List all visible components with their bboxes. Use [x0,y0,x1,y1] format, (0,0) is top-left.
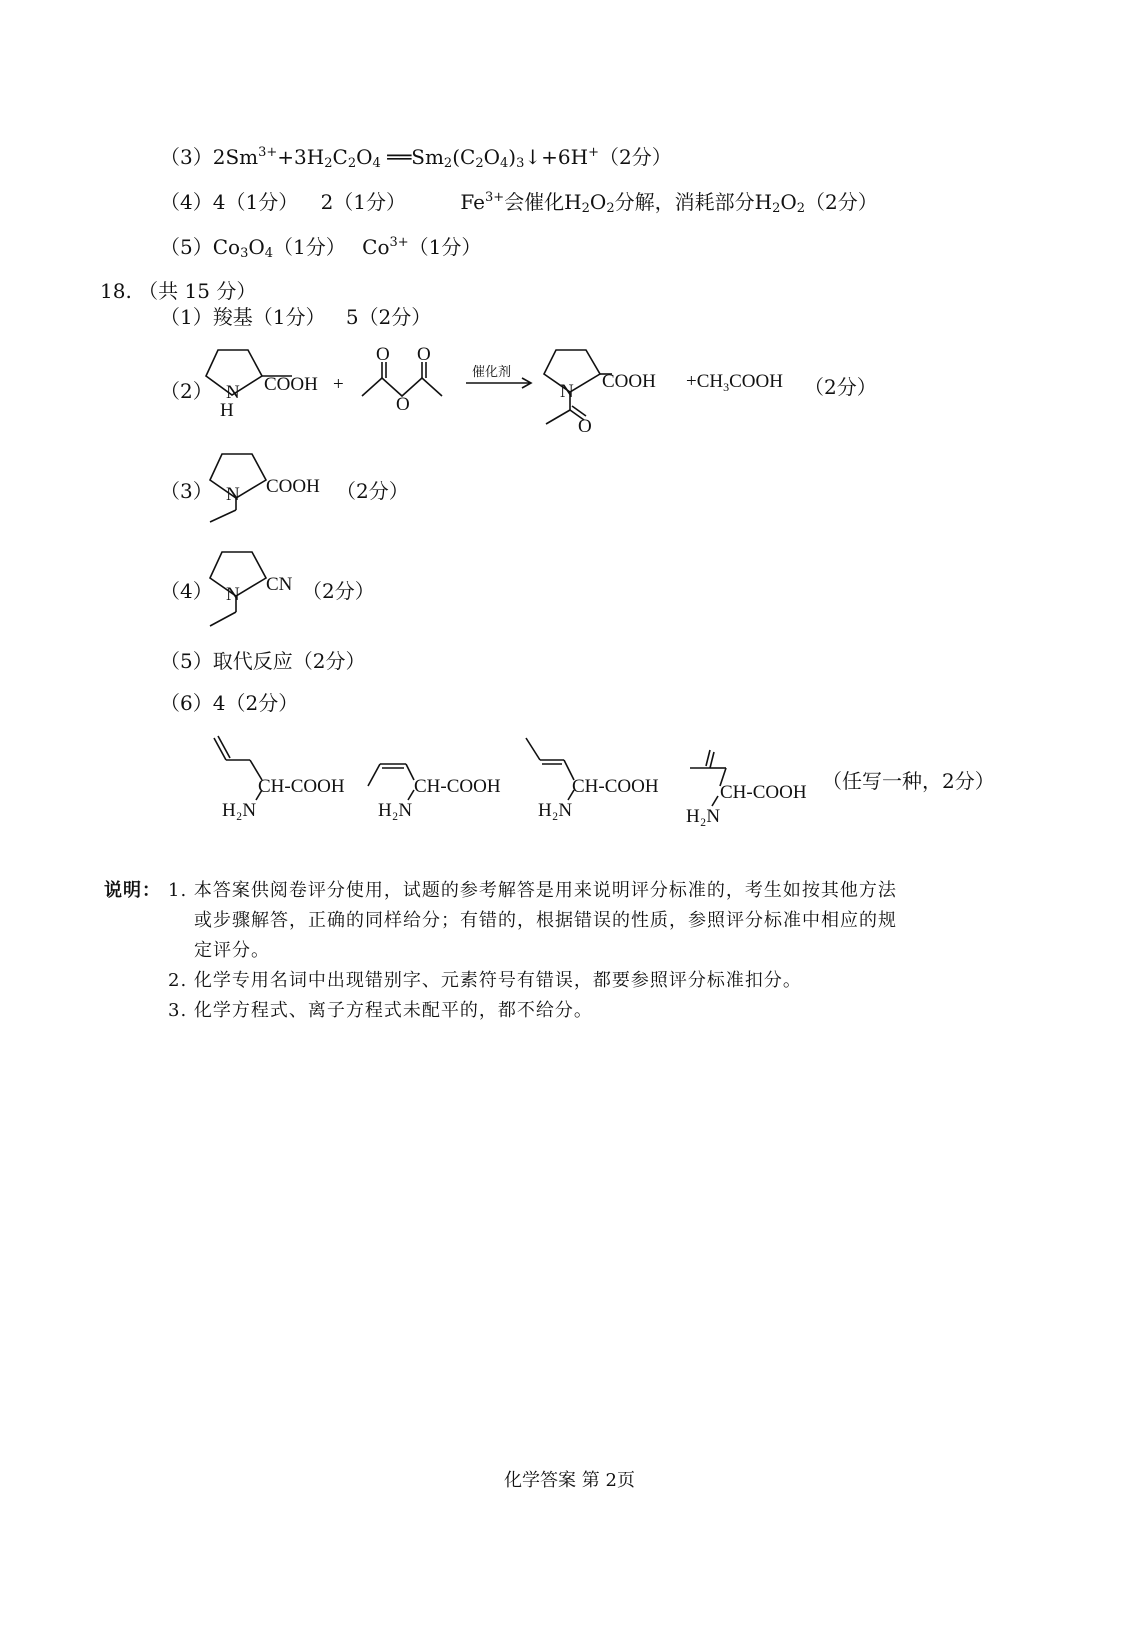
svg-text:H₂N: H₂N [378,800,413,821]
svg-text:N: N [560,381,574,402]
q18-answer-6-tail: （任写一种，2分） [822,769,995,793]
isomer-3 [526,738,659,821]
notes-item-1: 1. 本答案供阅卷评分使用，试题的参考解答是用来说明评分标准的，考生如按其他方法 [168,880,897,901]
svg-text:O: O [376,344,390,365]
q18-answer-4-label: （4） [160,579,213,603]
svg-text:O: O [578,416,592,437]
page-footer: 化学答案 第 2页 [504,1470,635,1491]
q18-answer-3-label: （3） [160,479,213,503]
proline-h: H [220,400,234,421]
notes-item-3: 3. 化学方程式、离子方程式未配平的，都不给分。 [168,1000,593,1021]
q18-answer-2-score: （2分） [804,375,877,399]
svg-text:CH-COOH: CH-COOH [258,776,345,797]
isomer-2 [368,764,501,821]
svg-text:CH-COOH: CH-COOH [414,776,501,797]
q17-answer-5: $(5)Co_3O_4(1$分） $Co^{3+}(1$分） [160,235,482,261]
q18-answer-6: （6）4（2分） [160,691,299,715]
plus-sign: + [333,374,344,395]
svg-text:H₂N: H₂N [686,806,721,827]
q18-answer-4-score: （2分） [302,579,375,603]
q18-answer-1: （1）羧基（1分） 5（2分） [160,305,432,329]
notes-item-1-cont: 或步骤解答，正确的同样给分；有错的，根据错误的性质，参照评分标准中相应的规 [194,910,897,931]
proline-cooh: COOH [264,374,318,395]
proline-n: N [226,382,240,403]
notes-item-1-end: 定评分。 [194,940,270,961]
notes-label: 说明： [104,880,161,901]
q17-answer-3: $(3)2Sm^{3+}+3H_2C_2O_4$ $══Sm_2(C_2O_4)_3↓+6H^+(2$分） [160,145,672,171]
svg-text:CH-COOH: CH-COOH [572,776,659,797]
svg-text:CN: CN [266,574,293,595]
acetic-acid-product: $+CH_3COOH$ [686,371,783,394]
isomer-4 [686,750,807,827]
svg-text:O: O [417,344,431,365]
svg-text:CH-COOH: CH-COOH [720,782,807,803]
q18-answer-2-label: （2） [160,379,213,403]
svg-text:COOH: COOH [266,476,320,497]
q17-answer-4: （4）4（1分） 2（1分） $Fe^{3+}$会催化$H_2O_2$分解，消耗部分$H_2O_2(2$分） [160,190,878,216]
svg-text:N: N [226,584,240,605]
svg-text:N: N [226,484,240,505]
svg-text:COOH: COOH [602,371,656,392]
isomer-1 [214,736,345,821]
q18-answer-5: （5）取代反应（2分） [160,649,366,673]
q18-answer-3-score: （2分） [336,479,409,503]
svg-text:H₂N: H₂N [222,800,257,821]
svg-text:H₂N: H₂N [538,800,573,821]
q18-header: 18. （共 15 分） [100,279,257,303]
svg-text:O: O [396,394,410,415]
notes-item-2: 2. 化学专用名词中出现错别字、元素符号有错误，都要参照评分标准扣分。 [168,970,802,991]
svg-text:催化剂: 催化剂 [472,365,512,380]
